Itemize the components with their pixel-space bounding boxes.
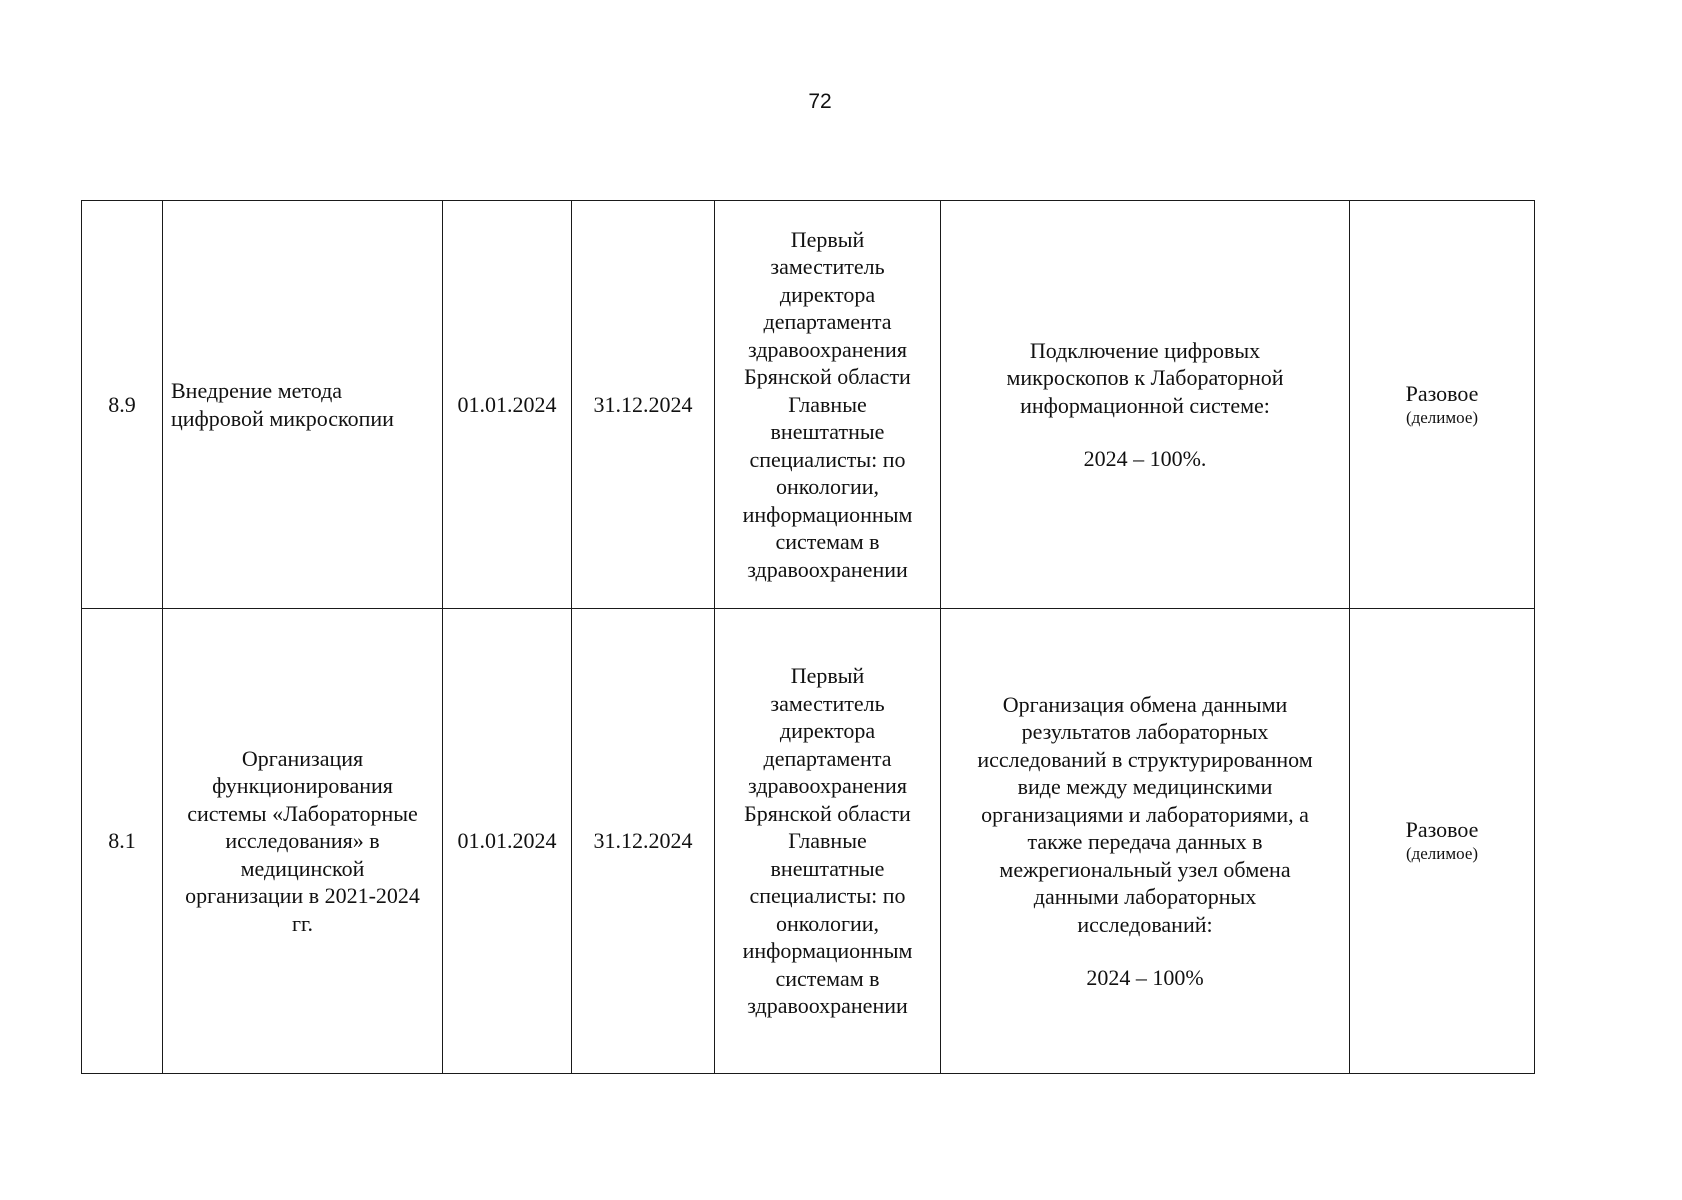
expected-result xyxy=(941,609,1350,1074)
activity-name: Организация функционирования системы «Лабораторные исследования» в медицинской организации в 2021-2024 гг. xyxy=(163,609,443,1074)
row-number: 8.9 xyxy=(82,201,163,609)
responsible-persons: Первый заместитель директора департамента здравоохранения Брянской области Главные внештатные специалисты: по онкологии, информационным системам в здравоохранении xyxy=(715,201,941,609)
activity-type-sub: (делимое) xyxy=(1405,844,1479,863)
activity-type xyxy=(1350,609,1535,1074)
activities-table xyxy=(81,200,1535,1074)
activity-name: Внедрение метода цифровой микроскопии xyxy=(163,201,443,609)
start-date: 01.01.2024 xyxy=(443,609,572,1074)
result-target: 2024 – 100%. xyxy=(1083,446,1207,471)
start-date: 01.01.2024 xyxy=(443,201,572,609)
row-number: 8.1 xyxy=(82,609,163,1074)
result-description: Подключение цифровых микроскопов к Лабораторной информационной системе: xyxy=(1006,337,1284,418)
expected-result xyxy=(941,201,1350,609)
end-date: 31.12.2024 xyxy=(572,201,715,609)
activity-type-main: Разовое xyxy=(1405,380,1479,406)
result-target: 2024 – 100% xyxy=(1086,965,1204,990)
activity-type xyxy=(1350,201,1535,609)
result-description: Организация обмена данными результатов лабораторных исследований в структурированном виде между медицинскими организациями и лабораториями, а также передача данных в межрегиональный узел обмена данными лабораторных исследований: xyxy=(977,691,1313,937)
page-number: 72 xyxy=(808,90,832,113)
table-row xyxy=(82,201,1535,609)
activity-type-main: Разовое xyxy=(1405,817,1479,842)
responsible-persons: Первый заместитель директора департамента здравоохранения Брянской области Главные внештатные специалисты: по онкологии, информационным системам в здравоохранении xyxy=(715,609,941,1074)
end-date: 31.12.2024 xyxy=(572,609,715,1074)
activity-type-sub: (делимое) xyxy=(1405,407,1479,427)
table-row xyxy=(82,609,1535,1074)
